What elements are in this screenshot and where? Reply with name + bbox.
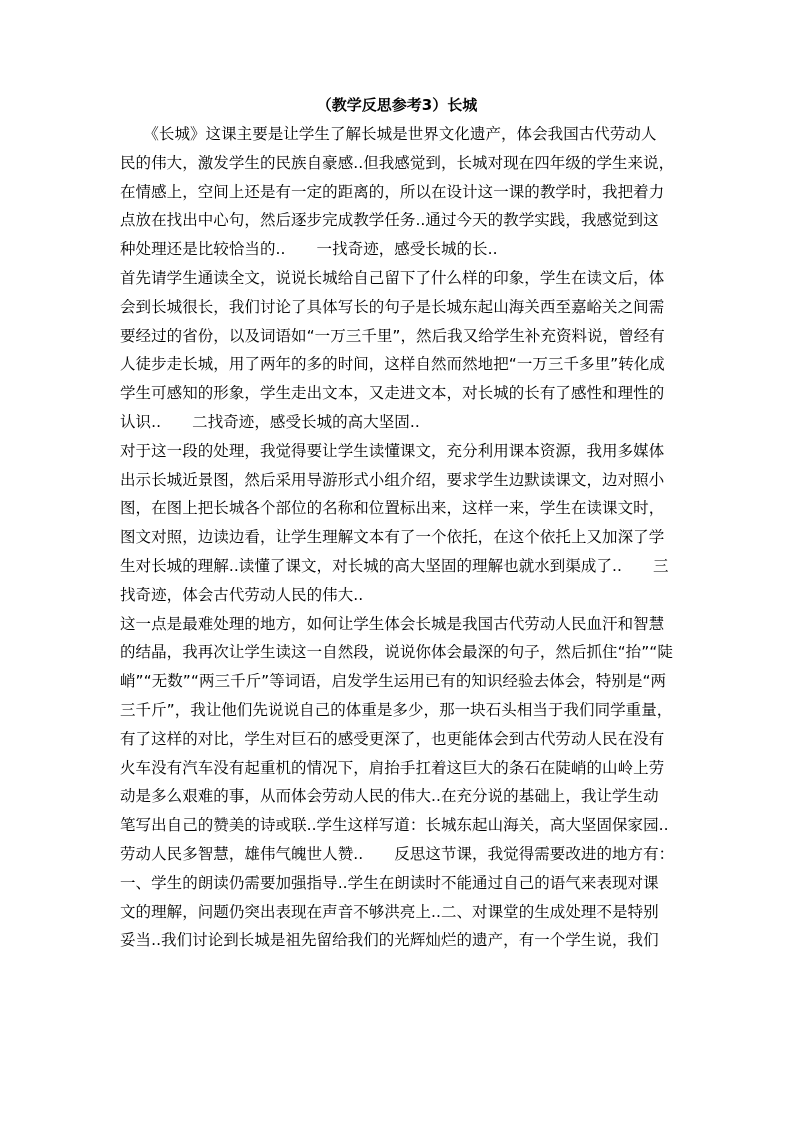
text-line: 劳动人民多智慧，雄伟气魄世人赞.. 反思这节课，我觉得需要改进的地方有：: [120, 844, 675, 863]
text-line: 这一点是最难处理的地方，如何让学生体会长城是我国古代劳动人民血汗和智慧: [120, 614, 665, 633]
document-title: （教学反思参考3）长城: [316, 96, 478, 114]
document-body: [120, 120, 680, 955]
text-line: 有了这样的对比，学生对巨石的感受更深了，也更能体会到古代劳动人民在没有: [120, 729, 665, 748]
text-line: 出示长城近景图，然后采用导游形式小组介绍，要求学生边默读课文，边对照小: [120, 470, 665, 489]
text-line: 首先请学生通读全文，说说长城给自己留下了什么样的印象，学生在读文后，体: [120, 268, 665, 287]
text-line: 峭”“无数”“两三千斤”等词语，启发学生运用已有的知识经验去体会，特别是“两: [120, 672, 667, 691]
text-line: 学生可感知的形象，学生走出文本，又走进文本，对长城的长有了感性和理性的: [120, 384, 665, 403]
text-line: 生对长城的理解..读懂了课文，对长城的高大坚固的理解也就水到渠成了.. 三: [120, 556, 669, 575]
text-line: 的结晶，我再次让学生读这一自然段，说说你体会最深的句子，然后抓住“抬”“陡: [120, 643, 673, 662]
text-line: 要经过的省份，以及词语如“一万三千里”，然后我又给学生补充资料说，曾经有: [120, 326, 665, 345]
text-line: 种处理还是比较恰当的.. 一找奇迹，感受长城的长..: [120, 240, 498, 259]
text-line: 会到长城很长，我们讨论了具体写长的句子是长城东起山海关西至嘉峪关之间需: [120, 297, 665, 316]
text-line: 对于这一段的处理，我觉得要让学生读懂课文，充分利用课本资源，我用多媒体: [120, 441, 665, 460]
text-line: 民的伟大，激发学生的民族自豪感..但我感觉到，长城对现在四年级的学生来说，: [120, 153, 675, 172]
text-line: 人徒步走长城，用了两年的多的时间，这样自然而然地把“一万三千多里”转化成: [120, 355, 665, 374]
text-line: 图，在图上把长城各个部位的名称和位置标出来，这样一来，学生在读课文时，: [120, 499, 665, 518]
text-line: 一、学生的朗读仍需要加强指导..学生在朗读时不能通过自己的语气来表现对课: [120, 873, 659, 892]
text-line: 《长城》这课主要是让学生了解长城是世界文化遗产，体会我国古代劳动人: [120, 125, 657, 143]
text-line: 妥当..我们讨论到长城是祖先留给我们的光辉灿烂的遗产，有一个学生说，我们: [120, 931, 659, 950]
text-line: 图文对照，边读边看，让学生理解文本有了一个依托，在这个依托上又加深了学: [120, 528, 665, 547]
text-line: 认识.. 二找奇迹，感受长城的高大坚固..: [120, 412, 420, 431]
text-line: 文的理解，问题仍突出表现在声音不够洪亮上..二、对课堂的生成处理不是特别: [120, 902, 659, 921]
text-line: 点放在找出中心句，然后逐步完成教学任务..通过今天的教学实践，我感觉到这: [120, 211, 659, 230]
text-line: 三千斤”，我让他们先说说自己的体重是多少，那一块石头相当于我们同学重量，: [120, 700, 673, 719]
text-line: 火车没有汽车没有起重机的情况下，肩抬手扛着这巨大的条石在陡峭的山岭上劳: [120, 758, 665, 777]
text-line: 在情感上，空间上还是有一定的距离的，所以在设计这一课的教学时，我把着力: [120, 182, 665, 201]
text-line: 动是多么艰难的事，从而体会劳动人民的伟大..在充分说的基础上，我让学生动: [120, 787, 659, 806]
text-line: 笔写出自己的赞美的诗或联..学生这样写道：长城东起山海关，高大坚固保家园..: [120, 816, 669, 835]
text-line: 找奇迹，体会古代劳动人民的伟大..: [120, 585, 364, 604]
